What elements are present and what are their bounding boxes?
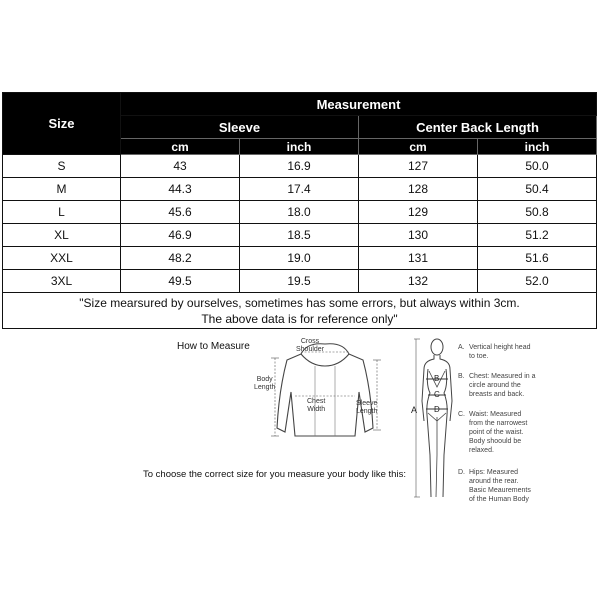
sleeve-inch-cell: 18.0 <box>240 201 359 224</box>
chest-marker: B <box>434 374 440 383</box>
how-to-measure-title: How to Measure <box>177 341 250 352</box>
human-body-diagram <box>412 335 458 505</box>
length-cm-cell: 131 <box>359 247 478 270</box>
size-cell: L <box>3 201 121 224</box>
length-inch-cell: 50.0 <box>478 155 597 178</box>
sleeve-cm-cell: 49.5 <box>121 270 240 293</box>
size-cell: S <box>3 155 121 178</box>
sleeve-header: Sleeve <box>121 116 359 139</box>
center-back-length-header: Center Back Length <box>359 116 597 139</box>
legend-item-hips: D. Hips: Measured around the rear. Basic Meaurements of the Human Body <box>458 469 531 503</box>
unit-header: cm <box>359 139 478 155</box>
length-inch-cell: 50.8 <box>478 201 597 224</box>
legend-item-height: A. Vertical height head to toe. <box>458 344 531 360</box>
size-cell: M <box>3 178 121 201</box>
size-cell: 3XL <box>3 270 121 293</box>
sleeve-inch-cell: 19.5 <box>240 270 359 293</box>
table-row <box>3 178 597 201</box>
disclaimer-line-1: "Size mearsured by ourselves, sometimes has some errors, but always within 3cm. <box>79 296 520 310</box>
sleeve-inch-cell: 19.0 <box>240 247 359 270</box>
sleeve-cm-cell: 48.2 <box>121 247 240 270</box>
length-cm-cell: 127 <box>359 155 478 178</box>
table-row <box>3 270 597 293</box>
length-inch-cell: 52.0 <box>478 270 597 293</box>
legend-item-waist: C. Waist: Measured from the narrowest point of the waist. Body shoould be relaxed. <box>458 411 528 454</box>
unit-header: inch <box>478 139 597 155</box>
measurement-header: Measurement <box>121 93 597 116</box>
legend-item-chest: B. Chest: Measured in a circle around the breasts and back. <box>458 373 536 398</box>
length-cm-cell: 132 <box>359 270 478 293</box>
size-cell: XXL <box>3 247 121 270</box>
size-chart-table <box>2 92 597 329</box>
sleeve-cm-cell: 45.6 <box>121 201 240 224</box>
size-header: Size <box>3 93 121 155</box>
length-cm-cell: 128 <box>359 178 478 201</box>
size-cell: XL <box>3 224 121 247</box>
sleeve-inch-cell: 18.5 <box>240 224 359 247</box>
choose-size-instruction: To choose the correct size for you measure your body like this: <box>143 469 406 480</box>
table-row <box>3 155 597 178</box>
waist-marker: C <box>434 390 440 399</box>
disclaimer-line-2: The above data is for reference only" <box>201 312 398 326</box>
chest-width-label: Chest Width <box>307 398 326 413</box>
garment-diagram <box>255 340 395 450</box>
table-row <box>3 224 597 247</box>
length-inch-cell: 50.4 <box>478 178 597 201</box>
length-inch-cell: 51.6 <box>478 247 597 270</box>
sleeve-inch-cell: 16.9 <box>240 155 359 178</box>
cross-shoulder-label: Cross Shoulder <box>296 338 325 353</box>
sleeve-cm-cell: 44.3 <box>121 178 240 201</box>
sleeve-length-label: Sleeve Length <box>356 400 378 415</box>
table-row <box>3 201 597 224</box>
disclaimer-note <box>3 293 597 329</box>
unit-header: cm <box>121 139 240 155</box>
body-length-label: Body Length <box>254 376 276 391</box>
length-cm-cell: 129 <box>359 201 478 224</box>
sleeve-cm-cell: 46.9 <box>121 224 240 247</box>
unit-header: inch <box>240 139 359 155</box>
sleeve-inch-cell: 17.4 <box>240 178 359 201</box>
table-row <box>3 247 597 270</box>
hips-marker: D <box>434 405 440 414</box>
height-marker: A <box>411 405 418 415</box>
length-inch-cell: 51.2 <box>478 224 597 247</box>
length-cm-cell: 130 <box>359 224 478 247</box>
sleeve-cm-cell: 43 <box>121 155 240 178</box>
